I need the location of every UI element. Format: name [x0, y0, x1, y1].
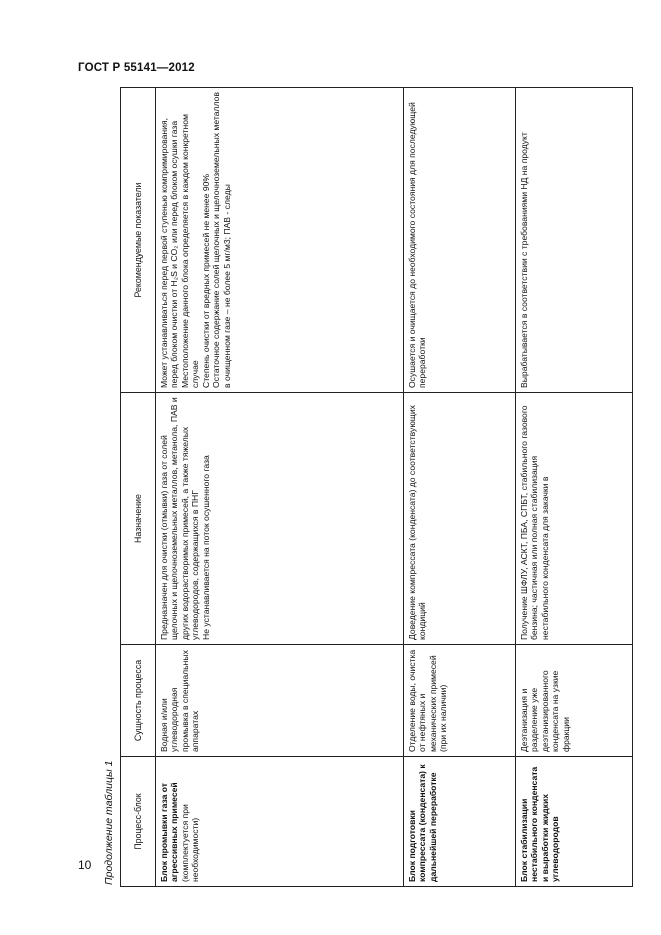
- cell-indicators: Осушается и очищается до необходимого состояния для последующей переработки: [404, 88, 516, 393]
- cell-line: Местоположение данного блока определяется в каждом конкретном случае: [179, 114, 201, 388]
- cell-line: Не устанавливается на поток осушенного газа: [200, 455, 211, 640]
- block-name: Блок стабилизации нестабильного конденсата и выработки жидких углеводородов: [519, 766, 561, 882]
- cell-line: Предназначен для очистки (отмывки) газа от солей щелочных и щелочноземельных металлов, метанола, ПАВ и других водорастворимых примесей, а также тяжелых углеводородов, содержащихся в ПНГ: [159, 397, 201, 640]
- rotated-table-region: [98, 88, 633, 887]
- column-header-purpose: Назначение: [121, 393, 156, 645]
- column-header-block: Процесс-блок: [121, 757, 156, 887]
- process-table: [120, 87, 633, 887]
- cell-essence: Отделение воды, очистка от нефтяных и механических примесей (при их наличии): [404, 645, 516, 757]
- cell-purpose: [156, 393, 404, 645]
- column-header-essence: Сущность процесса: [121, 645, 156, 757]
- cell-purpose: Получение ШФЛУ, АСКТ, ПБА, СПБТ, стабильного газового бензина; частичная или полная стабилизация нестабильного конденсата для закачки в: [516, 393, 633, 645]
- cell-purpose: Доведение компрессата (конденсата) до соответствующих кондиций: [404, 393, 516, 645]
- cell-line: Может устанавливаться перед первой ступенью компримирования, перед блоком очистки от H₂S и CO₂ или перед блоком осушки газа: [159, 118, 180, 388]
- table-row: [404, 88, 516, 887]
- standard-header: ГОСТ Р 55141—2012: [78, 62, 195, 74]
- cell-indicators: [156, 88, 404, 393]
- cell-block: [404, 757, 516, 887]
- cell-block: [156, 757, 404, 887]
- table-header-row: [121, 88, 156, 887]
- cell-essence: Деэтанизация и разделение уже деэтанизированного конденсата на узкие фракции: [516, 645, 633, 757]
- block-name: Блок подготовки компрессата (конденсата) к дальнейшей переработке: [407, 764, 438, 882]
- cell-essence: Водная и/или углеводородная промывка в специальных аппаратах: [156, 645, 404, 757]
- column-header-indicators: Рекомендуемые показатели: [121, 88, 156, 393]
- cell-line: Степень очистки от вредных примесей не менее 90%: [200, 173, 211, 388]
- block-name: Блок промывки газа от агрессивных примесей: [159, 782, 180, 882]
- table-row: [156, 88, 404, 887]
- cell-line: Остаточное содержание солей щелочных и щелочноземельных металлов в очищенном газе – не более 5 мг/м3; ПАВ - следы: [211, 92, 232, 388]
- block-note: (комплектуется при необходимости): [179, 804, 201, 882]
- table-row: [516, 88, 633, 887]
- page-number: 10: [78, 858, 92, 872]
- cell-indicators: Вырабатывается в соответствии с требованиями НД на продукт: [516, 88, 633, 393]
- table-caption: Продолжение таблицы 1: [103, 760, 115, 885]
- cell-block: [516, 757, 633, 887]
